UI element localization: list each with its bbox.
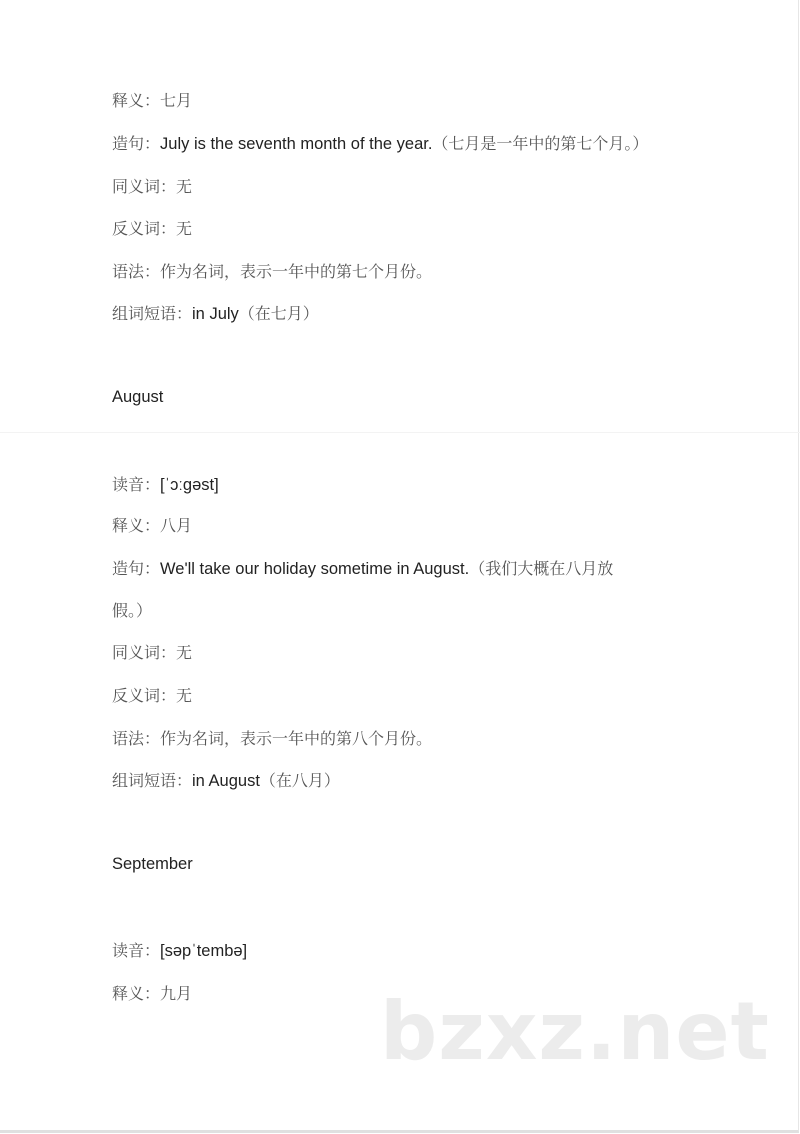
example-en: July is the seventh month of the year. bbox=[160, 135, 433, 153]
value: 作为名词，表示一年中的第七个月份。 bbox=[160, 262, 433, 281]
example-zh: （七月是一年中的第七个月。） bbox=[432, 134, 649, 153]
august-grammar bbox=[112, 728, 432, 750]
label: 同义词： bbox=[112, 643, 177, 662]
value: 无 bbox=[176, 686, 193, 705]
phrase-zh: （在八月） bbox=[259, 771, 340, 790]
label: 读音： bbox=[112, 941, 161, 960]
august-example bbox=[112, 558, 613, 580]
label: 组词短语： bbox=[112, 304, 193, 323]
july-example bbox=[112, 133, 648, 155]
phrase-en: in August bbox=[192, 772, 260, 790]
page-divider bbox=[0, 432, 800, 433]
label: 造句： bbox=[112, 134, 161, 153]
august-example-cont: 假。） bbox=[112, 601, 153, 620]
value: 八月 bbox=[160, 516, 193, 535]
august-synonym bbox=[112, 642, 192, 664]
example-en: We'll take our holiday sometime in August. bbox=[160, 560, 470, 578]
august-phrase bbox=[112, 770, 340, 792]
label: 造句： bbox=[112, 559, 161, 578]
label: 释义： bbox=[112, 91, 161, 110]
example-zh: （我们大概在八月放 bbox=[469, 559, 614, 578]
value: 无 bbox=[176, 177, 193, 196]
value: 无 bbox=[176, 219, 193, 238]
label: 释义： bbox=[112, 984, 161, 1003]
label: 语法： bbox=[112, 262, 161, 281]
value: 九月 bbox=[160, 984, 193, 1003]
july-phrase bbox=[112, 303, 319, 325]
label: 释义： bbox=[112, 516, 161, 535]
august-antonym bbox=[112, 685, 192, 707]
september-pronunciation bbox=[112, 940, 247, 962]
september-meaning bbox=[112, 983, 192, 1005]
label: 读音： bbox=[112, 475, 161, 494]
label: 反义词： bbox=[112, 686, 177, 705]
phrase-en: in July bbox=[192, 305, 239, 323]
label: 反义词： bbox=[112, 219, 177, 238]
heading-august: August bbox=[112, 388, 164, 406]
value: 作为名词，表示一年中的第八个月份。 bbox=[160, 729, 433, 748]
watermark: bzxz.net bbox=[380, 985, 770, 1078]
label: 组词短语： bbox=[112, 771, 193, 790]
july-synonym bbox=[112, 176, 192, 198]
label: 同义词： bbox=[112, 177, 177, 196]
heading-september: September bbox=[112, 855, 193, 873]
label: 语法： bbox=[112, 729, 161, 748]
july-meaning bbox=[112, 90, 192, 112]
august-pronunciation bbox=[112, 474, 219, 496]
value: 七月 bbox=[160, 91, 193, 110]
value: 无 bbox=[176, 643, 193, 662]
july-antonym bbox=[112, 218, 192, 240]
value: [ˈɔːgəst] bbox=[160, 476, 219, 494]
value: [səpˈtembə] bbox=[160, 942, 248, 960]
august-meaning bbox=[112, 515, 192, 537]
july-grammar bbox=[112, 261, 432, 283]
phrase-zh: （在七月） bbox=[238, 304, 319, 323]
